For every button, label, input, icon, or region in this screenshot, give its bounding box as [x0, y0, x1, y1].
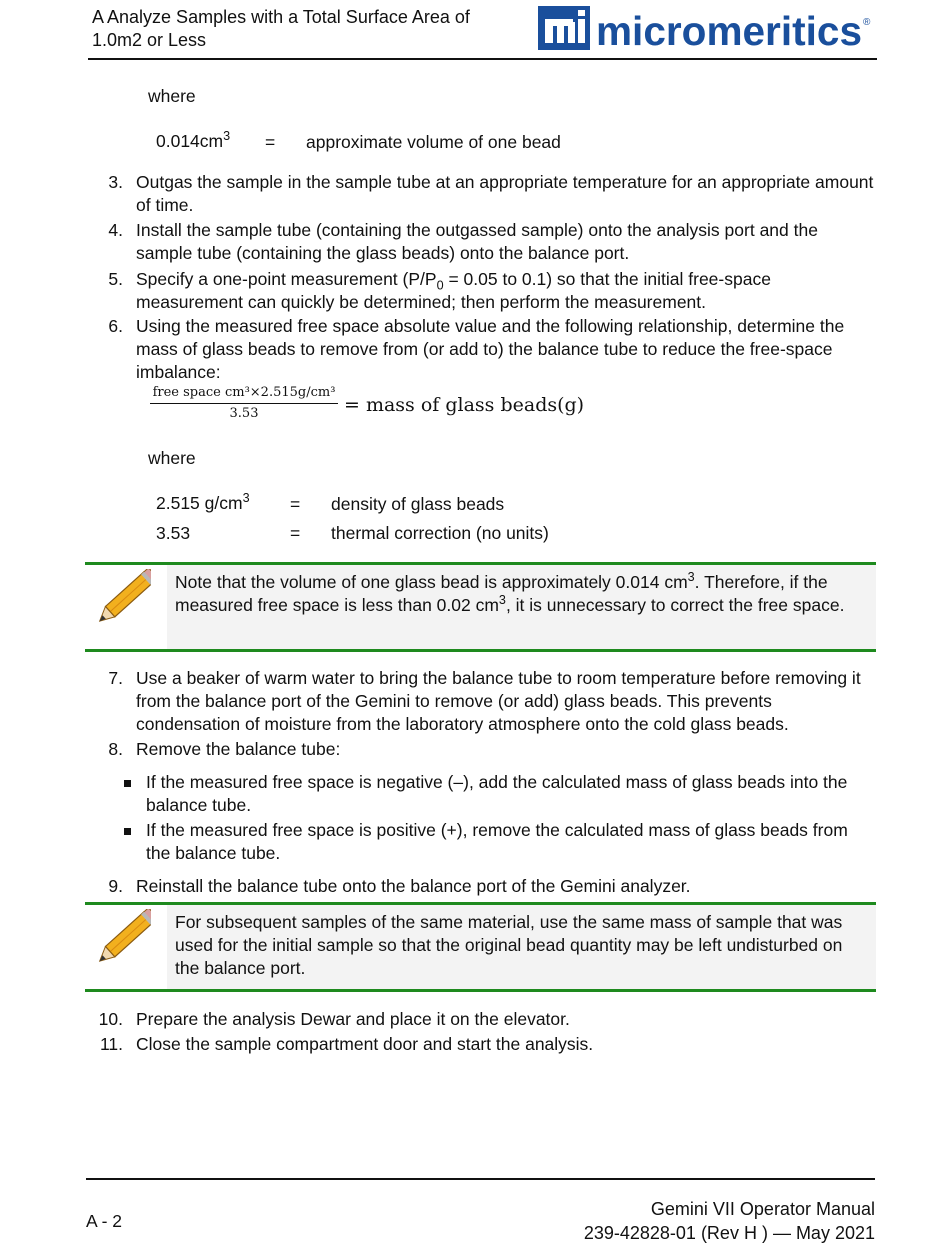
fraction-bar	[150, 403, 338, 404]
note-box-1	[85, 562, 876, 652]
list-item-step-7	[95, 667, 875, 736]
where-label-2: where	[148, 448, 196, 468]
step-text: Specify a one-point measurement ($P/P_0 = 0.05$ to 0.1) so that the initial free-space measurement can quickly be determined; then perform the measurement.	[136, 269, 771, 312]
definition-lhs: $0.014cm^3$	[156, 129, 231, 151]
definition-equals: =	[290, 494, 301, 514]
step-text: Reinstall the balance tube onto the balance port of the Gemini analyzer.	[136, 876, 691, 896]
step-number: 11.	[99, 1034, 123, 1054]
list-item-step-6	[95, 315, 875, 384]
header-divider	[88, 58, 877, 60]
manual-title: Gemini VII Operator Manual	[650, 1199, 875, 1219]
step-text: Remove the balance tube:	[136, 739, 341, 759]
step-text: Prepare the analysis Dewar and place it on the elevator.	[136, 1009, 570, 1029]
document-number: 239-42828-01 (Rev H ) — May 2021	[583, 1223, 875, 1243]
list-item-step-11	[95, 1033, 875, 1056]
list-item-step-10	[95, 1008, 875, 1031]
step-text: Install the sample tube (containing the outgassed sample) onto the analysis port and the sample tube (containing the glass beads) onto the balance port.	[136, 220, 818, 263]
page-number: A - 2	[86, 1211, 122, 1231]
bullet-text: If the measured free space is positive (+), remove the calculated mass of glass beads from the balance tube.	[146, 820, 848, 863]
bullet-item	[124, 819, 876, 865]
bullet-text: If the measured free space is negative (–), add the calculated mass of glass beads into the balance tube.	[146, 772, 848, 815]
note-text: Note that the volume of one glass bead is approximately 0.014 $cm^3$. Therefore, if the measured free space is less than 0.02 $cm^3$, it is unnecessary to correct the free space.	[175, 570, 845, 615]
step-number: 9.	[108, 876, 123, 896]
step-text: Use a beaker of warm water to bring the balance tube to room temperature before removing it from the balance port of the Gemini to remove (or add) glass beads. This prevents condensation of moisture from the laboratory atmosphere onto the cold glass beads.	[136, 668, 861, 734]
note-text: For subsequent samples of the same material, use the same mass of sample that was used for the initial sample so that the original bead quantity may be left undisturbed on the balance port.	[175, 912, 843, 978]
step-text: Outgas the sample in the sample tube at an appropriate temperature for an appropriate amount of time.	[136, 172, 874, 215]
definition-rhs: approximate volume of one bead	[306, 132, 561, 152]
step-number: 3.	[108, 172, 123, 192]
mass-formula	[150, 384, 590, 428]
list-item-step-4	[95, 219, 875, 265]
list-item-step-8	[95, 738, 875, 761]
footer-manual-info	[584, 1197, 875, 1245]
list-item-step-5	[95, 268, 875, 314]
definition-rhs: thermal correction (no units)	[331, 523, 549, 543]
definition-lhs: 3.53	[156, 523, 191, 543]
footer-divider	[86, 1178, 875, 1180]
bullet-square-icon	[124, 780, 131, 787]
step-number: 4.	[108, 220, 123, 240]
note-box-2	[85, 902, 876, 992]
formula-fraction	[150, 384, 338, 422]
pencil-icon	[93, 569, 151, 633]
svg-text:micromeritics: micromeritics	[596, 8, 862, 52]
definition-equals: =	[265, 132, 276, 152]
bullet-square-icon	[124, 828, 131, 835]
list-item-step-3	[95, 171, 875, 217]
step-number: 5.	[108, 269, 123, 289]
step-number: 7.	[108, 668, 123, 688]
bullet-item	[124, 771, 876, 817]
step-number: 8.	[108, 739, 123, 759]
definition-lhs: 2.515 $g/cm^3$	[156, 491, 250, 513]
pencil-icon	[93, 909, 151, 973]
list-item-step-9	[95, 875, 875, 898]
formula-rhs: = mass of glass beads(g)	[344, 394, 585, 416]
where-label-1: where	[148, 86, 196, 106]
formula-denominator: 3.53	[229, 406, 259, 421]
definition-equals: =	[290, 523, 301, 543]
page-header-title: A Analyze Samples with a Total Surface Area of 1.0m2 or Less	[92, 7, 470, 50]
step-text: Using the measured free space absolute value and the following relationship, determine the mass of glass beads to remove from (or add to) the balance tube to reduce the free-space imbalance:	[136, 316, 845, 382]
micromeritics-logo	[538, 6, 874, 52]
step-text: Close the sample compartment door and start the analysis.	[136, 1034, 594, 1054]
svg-text:®: ®	[863, 17, 871, 28]
step-number: 10.	[98, 1009, 123, 1029]
definition-rhs: density of glass beads	[331, 494, 505, 514]
step-number: 6.	[108, 316, 123, 336]
formula-numerator: free space cm³×2.515g/cm³	[152, 385, 336, 400]
